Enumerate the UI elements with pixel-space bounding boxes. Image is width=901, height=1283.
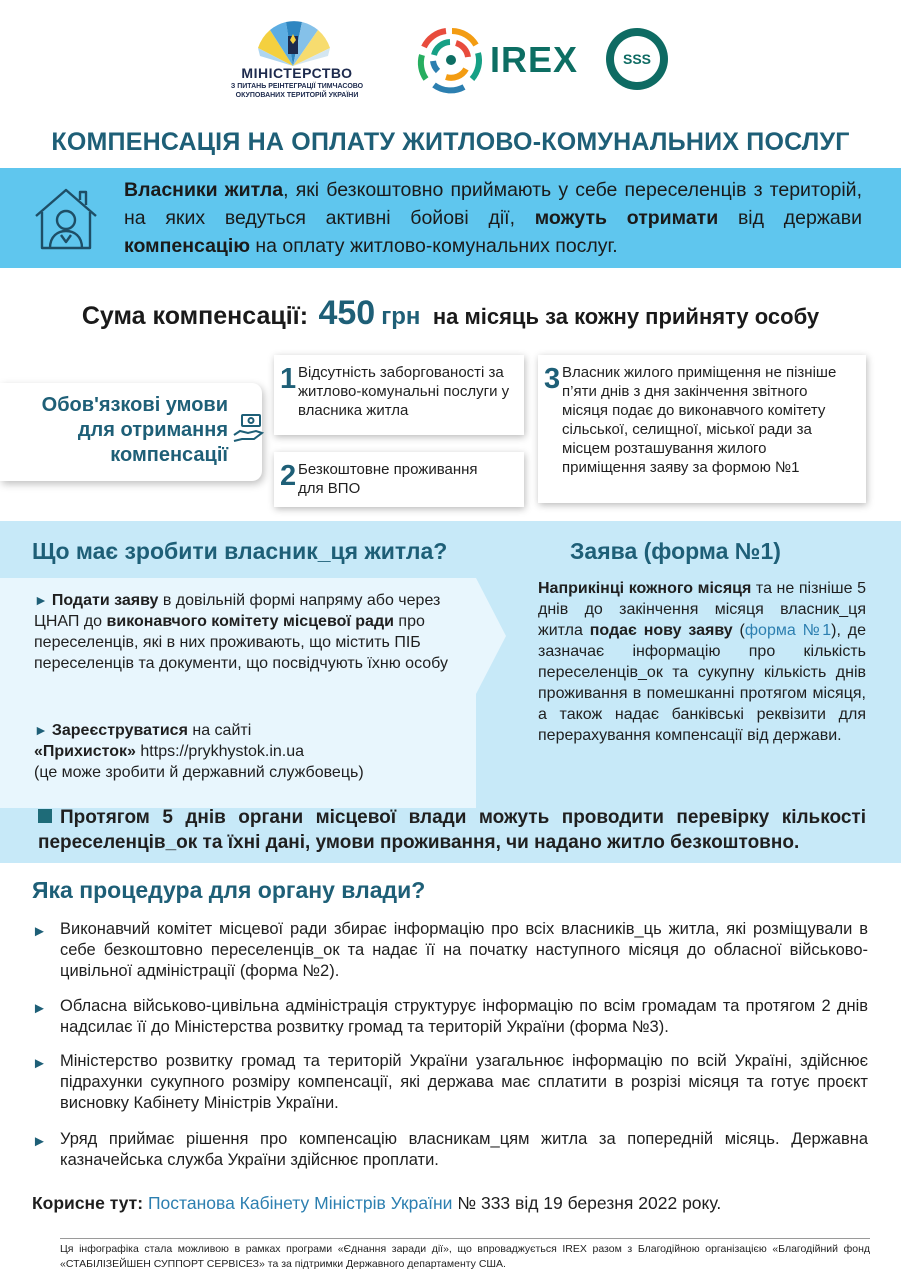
- owner-step-2: ► Зареєструватися на сайті «Прихисток» https://prykhystok.in.ua (це може зробити й державний службовець): [34, 722, 364, 781]
- condition-card-2: [274, 452, 524, 507]
- condition-text: Власник жилого приміщення не пізніше п’яти днів з дня закінчення звітного місяця подає до виконавчого комітету сільської, селищної, міської ради за місцем розташування жилого приміщення заяву за формою №1: [562, 364, 837, 476]
- bullet-arrow-icon: ►: [32, 1000, 47, 1017]
- ministry-fan-icon: [250, 18, 336, 66]
- intro-band: [0, 168, 901, 268]
- condition-text: Безкоштовне проживання для ВПО: [298, 461, 478, 497]
- compensation-sum: [0, 294, 901, 333]
- form-description: Наприкінці кожного місяця та не пізніше 5 днів до закінчення місяця власник_ця житла подає нову заяву (форма №1), де зазначає інформацію про кількість переселенців_ок та сукупну кількість днів проживання в помешканні протягом місяця, а також надає банківські реквізити для перерахування компенсації від держави.: [538, 580, 867, 744]
- sum-rest: на місяць за кожну прийняту особу: [432, 304, 820, 329]
- ministry-logo: [222, 18, 372, 100]
- sss-logo: [606, 28, 668, 90]
- ministry-title: МІНІСТЕРСТВО: [241, 65, 353, 81]
- irex-logo: [416, 25, 579, 95]
- house-person-icon: [30, 182, 102, 254]
- condition-number: 3: [544, 363, 561, 395]
- condition-number: 1: [280, 363, 297, 395]
- condition-number: 2: [280, 460, 297, 492]
- owner-heading: Що має зробити власник_ця житла?: [32, 538, 448, 564]
- sum-amount: 450: [318, 294, 376, 332]
- procedure-item: ► Уряд приймає рішення про компенсацію власникам_цям житла за попередній місяць. Державна казначейська служба України здійснює проплати.: [32, 1130, 868, 1169]
- procedure-item: ► Обласна військово-цивільна адміністрація структурує інформацію по всім громадам та протягом 2 днів надсилає її до Міністерства розвитку громад та територій України (форма №3).: [32, 997, 868, 1036]
- bullet-arrow-icon: ►: [32, 923, 47, 940]
- irex-wordmark: IREX: [490, 39, 579, 80]
- bullet-arrow-icon: ►: [34, 722, 48, 738]
- check-note: Протягом 5 днів органи місцевої влади можуть проводити перевірку кількості переселенців_ок та їхні дані, умови проживання, чи надано житло безкоштовно.: [38, 807, 866, 853]
- square-bullet-icon: [38, 809, 52, 823]
- procedure-item: ► Виконавчий комітет місцевої ради збирає інформацію про всіх власників_ць житла, які розміщували в себе безкоштовно переселенців_ок та надає її на початку наступного місяця до обласної військово-цивільної адміністрації (форма №2).: [32, 920, 868, 980]
- conditions-heading: Обов'язкові умови для отримання компенсації: [41, 394, 228, 466]
- sum-currency: грн: [381, 303, 421, 330]
- footer-divider: [60, 1238, 870, 1239]
- sum-label: Сума компенсації:: [81, 302, 309, 330]
- owner-step-1: ► Подати заяву в довільній формі напряму або через ЦНАП до виконавчого комітету місцевої ради про переселенців, які в них проживають, що містить ПІБ переселенців та документи, що посвідчують їхню особу: [34, 592, 448, 672]
- resolution-link[interactable]: Постанова Кабінету Міністрів України: [147, 1193, 453, 1213]
- conditions-heading-box: [0, 383, 262, 481]
- bullet-arrow-icon: ►: [32, 1055, 47, 1072]
- procedure-heading: Яка процедура для органу влади?: [32, 877, 426, 903]
- form-heading: Заява (форма №1): [570, 538, 781, 564]
- useful-line: Корисне тут: Постанова Кабінету Міністрів України № 333 від 19 березня 2022 року.: [32, 1193, 722, 1213]
- intro-text: Власники житла, які безкоштовно приймають у себе переселенців з територій, на яких ведуться активні бойові дії, можуть отримати від держави компенсацію на оплату житлово-комунальних послуг.: [124, 179, 862, 257]
- irex-mark-icon: [416, 25, 486, 95]
- prykhystok-link[interactable]: https://prykhystok.in.ua: [135, 743, 305, 760]
- money-hand-icon: [232, 411, 266, 445]
- sss-wordmark: SSS: [614, 36, 660, 82]
- condition-card-3: [538, 355, 866, 503]
- form-1-link[interactable]: форма №1: [744, 622, 832, 639]
- procedure-item: ► Міністерство розвитку громад та територій України узагальнює інформацію по всій Україні, здійснює підрахунки сукупного розміру компенсації, які держава має сплатити в розрізі місяця та готує проєкт висновку Кабінету Міністрів України.: [32, 1052, 868, 1112]
- condition-card-1: [274, 355, 524, 435]
- bullet-arrow-icon: ►: [34, 592, 48, 608]
- ministry-subtitle: З ПИТАНЬ РЕІНТЕГРАЦІЇ ТИМЧАСОВО ОКУПОВАНИХ ТЕРИТОРІЙ УКРАЇНИ: [230, 83, 364, 99]
- bullet-arrow-icon: ►: [32, 1133, 47, 1150]
- condition-text: Відсутність заборгованості за житлово-комунальні послуги у власника житла: [298, 364, 510, 419]
- page-title: КОМПЕНСАЦІЯ НА ОПЛАТУ ЖИТЛОВО-КОМУНАЛЬНИХ ПОСЛУГ: [51, 128, 850, 156]
- footer-note: Ця інфографіка стала можливою в рамках програми «Єднання заради дії», що впроваджується IREX разом з Благодійною організацією «Благодійний фонд «СТАБІЛІЗЕЙШЕН СУППОРТ СЕРВІСЕЗ» та за підтримки Державного департаменту США.: [60, 1243, 870, 1270]
- owner-steps-arrow: [476, 578, 506, 694]
